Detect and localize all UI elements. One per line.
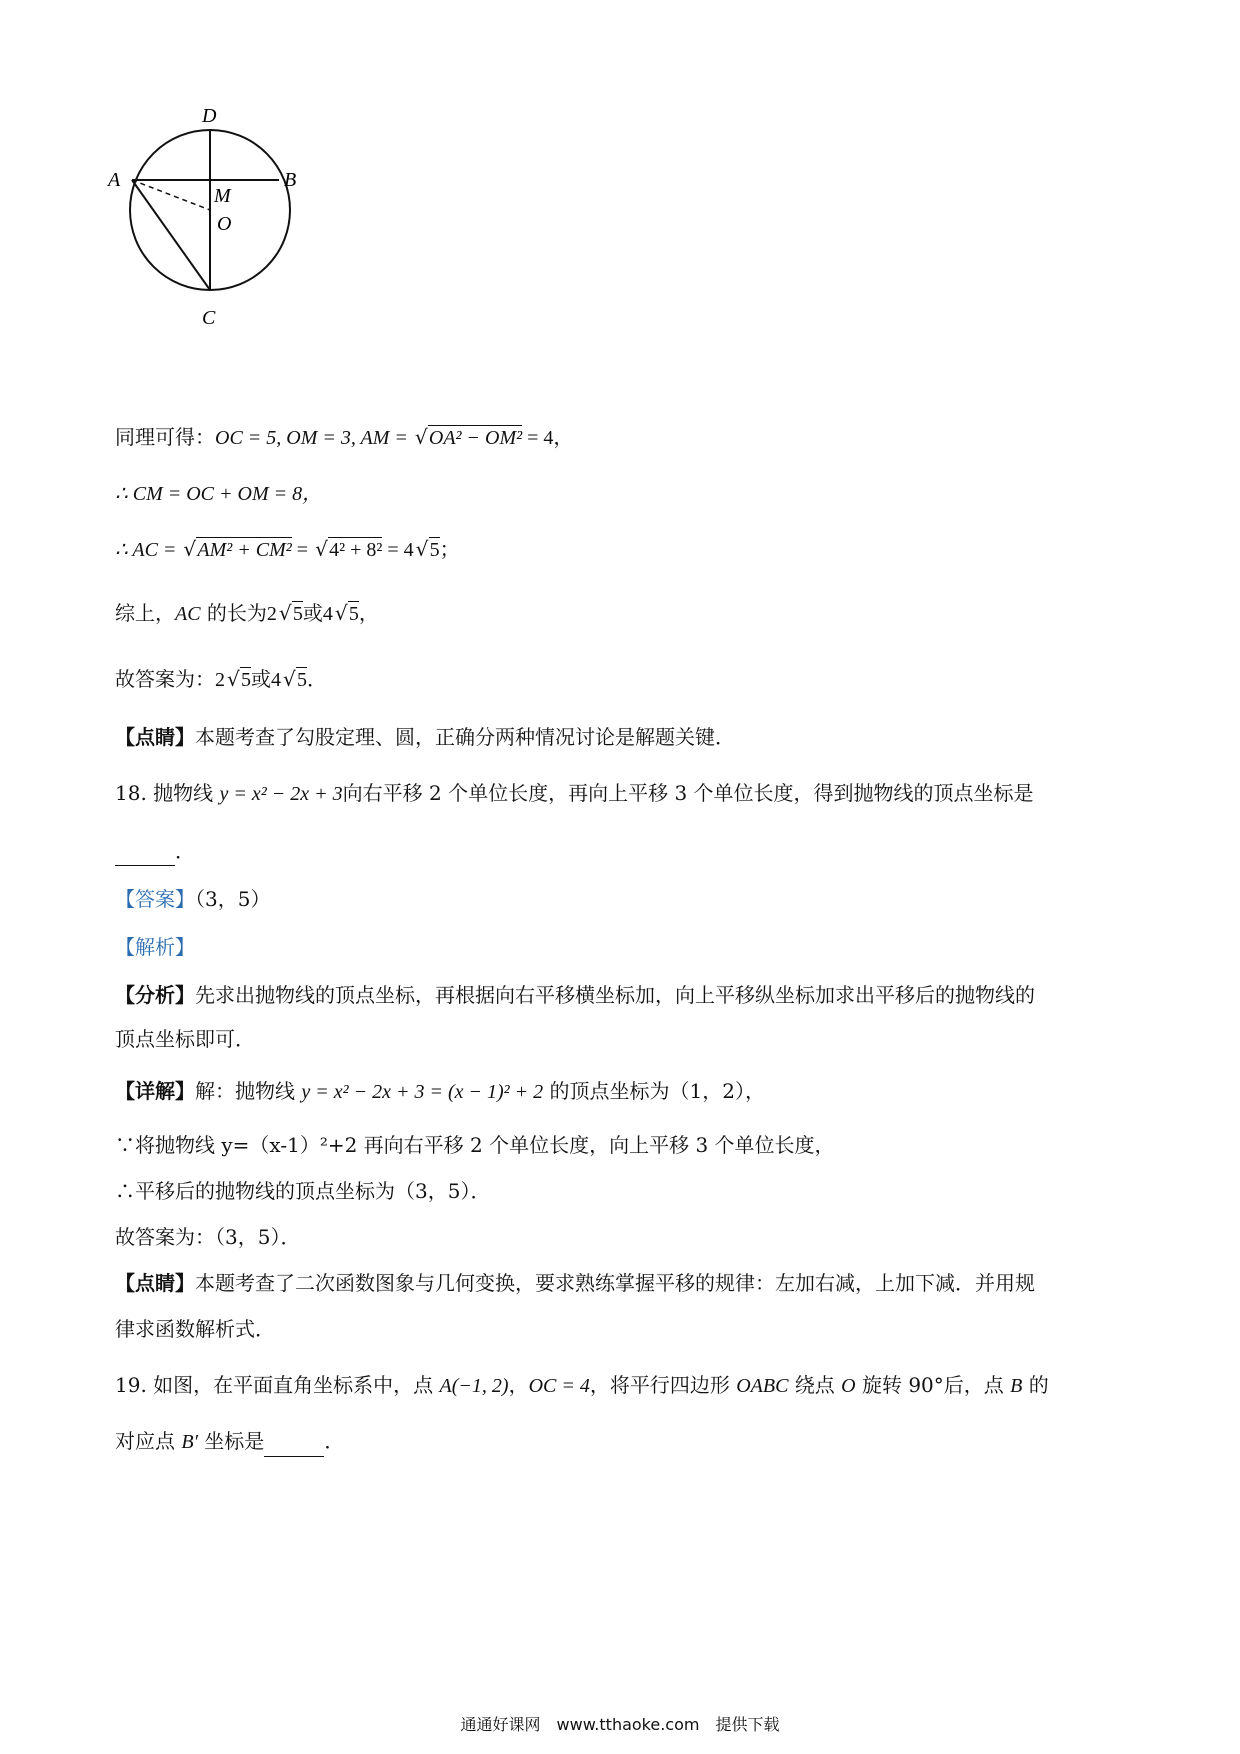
q18-text: 向右平移 2 个单位长度，再向上平移 3 个单位长度，得到抛物线的顶点坐标是	[342, 781, 1034, 805]
line5-end: ．	[307, 667, 327, 691]
line5-radical-b: √ 5	[283, 665, 307, 695]
line4-radical-b: √ 5	[335, 599, 359, 629]
label-a: A	[108, 169, 121, 191]
q19-answer-blank	[264, 1436, 324, 1457]
line1-end: = 4，	[522, 427, 574, 449]
question-19-line2	[115, 1426, 344, 1457]
line2-math: ∴ CM = OC + OM = 8，	[115, 483, 323, 505]
q19-prefix: 19. 如图，在平面直角坐标系中，点	[115, 1373, 440, 1397]
q18-analysis	[115, 932, 195, 962]
solution-line-2	[115, 478, 322, 509]
q18-fenxi-2	[115, 1024, 255, 1054]
q18-answer-blank	[115, 845, 175, 866]
q18-final	[115, 1222, 300, 1252]
circle-figure	[100, 100, 320, 340]
q18-prefix: 18. 抛物线	[115, 781, 220, 805]
q18-blank-line	[115, 836, 195, 866]
fenxi-text-1: 先求出抛物线的顶点坐标，再根据向右平移横坐标加，向上平移纵坐标加求出平移后的抛物线的	[195, 983, 1035, 1007]
q19-b: B	[1010, 1375, 1023, 1397]
q19-sep1: ，	[508, 1373, 529, 1397]
q19-sep2: ，将平行四边形	[589, 1373, 737, 1397]
q18-blank-end: ．	[175, 839, 195, 863]
line5-or: 或	[251, 667, 271, 691]
line3-radical-2: √ 4² + 8²	[315, 535, 382, 565]
dianjing-17	[115, 722, 735, 752]
line3-radical-1: √ AM² + CM²	[183, 535, 291, 565]
q19-point-a: A(−1, 2)	[439, 1375, 509, 1397]
line4-end: ，	[358, 601, 379, 625]
line1-prefix: 同理可得：	[115, 425, 215, 449]
dianjing-tag-18: 【点睛】	[115, 1271, 195, 1295]
dianjing-18-text-1: 本题考查了二次函数图象与几何变换，要求熟练掌握平移的规律：左加右减，上加下减．并用规	[195, 1271, 1035, 1295]
final-answer-text: 故答案为：（3，5）．	[115, 1225, 301, 1249]
label-b: B	[284, 169, 297, 191]
because-text: ∵将抛物线 y=（x-1）²+2 再向右平移 2 个单位长度，向上平移 3 个单位长度，	[115, 1133, 835, 1157]
question-18	[115, 778, 1034, 809]
q18-xiangjie	[115, 1076, 765, 1107]
segment-ac	[132, 180, 210, 290]
q18-because	[115, 1130, 835, 1160]
line4-or: 或	[302, 601, 323, 625]
label-m: M	[214, 185, 231, 207]
line3-start: ∴ AC =	[115, 539, 182, 561]
q19-oc: OC = 4	[528, 1375, 590, 1397]
q18-answer	[115, 884, 270, 914]
q19-oabc: OABC	[736, 1375, 789, 1397]
question-19	[115, 1370, 1049, 1401]
q19-line2-suffix: 坐标是	[197, 1429, 265, 1453]
q19-sep4: 旋转 90°后，点	[855, 1373, 1011, 1397]
xiangjie-prefix: 解：抛物线	[195, 1079, 302, 1103]
solution-line-3	[115, 534, 460, 565]
line3-radical-5: √ 5	[416, 535, 440, 565]
q19-sep3: 绕点	[788, 1373, 842, 1397]
answer-tag: 【答案】	[115, 887, 195, 911]
line4-ac: AC	[175, 603, 201, 625]
q18-equation: y = x² − 2x + 3	[219, 783, 343, 805]
dianjing-18-text-2: 律求函数解析式．	[115, 1317, 275, 1341]
fenxi-text-2: 顶点坐标即可．	[115, 1027, 255, 1051]
line3-semicolon: ；	[439, 537, 460, 561]
q18-dianjing-1	[115, 1268, 1035, 1298]
label-d: D	[202, 105, 217, 127]
solution-line-1	[115, 422, 573, 453]
dianjing-tag: 【点睛】	[115, 725, 195, 749]
line3-coef: = 4	[382, 539, 414, 561]
line5-two: 2	[215, 669, 225, 691]
line5-prefix: 故答案为：	[115, 667, 215, 691]
q18-dianjing-2	[115, 1314, 275, 1344]
line3-equals: =	[291, 539, 314, 561]
q19-bprime: B′	[181, 1431, 198, 1453]
label-o: O	[217, 213, 232, 235]
label-c: C	[202, 307, 216, 329]
line4-mid: 的长为	[200, 601, 267, 625]
xiangjie-suffix: 的顶点坐标为（1，2），	[543, 1079, 765, 1103]
line4-radical-a: √ 5	[279, 599, 303, 629]
solution-line-5	[115, 664, 327, 695]
line1-radical: √ OA² − OM²	[415, 423, 522, 453]
solution-line-4	[115, 598, 379, 629]
answer-value: （3，5）	[195, 887, 271, 911]
q19-o: O	[841, 1375, 856, 1397]
xiangjie-tag: 【详解】	[115, 1079, 195, 1103]
line1-math: OC = 5, OM = 3, AM =	[215, 427, 413, 449]
line4-prefix: 综上，	[115, 601, 175, 625]
line5-radical-a: √ 5	[227, 665, 251, 695]
line4-four: 4	[322, 603, 333, 625]
q18-therefore	[115, 1176, 490, 1206]
analysis-tag: 【解析】	[115, 935, 195, 959]
fenxi-tag: 【分析】	[115, 983, 195, 1007]
therefore-text: ∴平移后的抛物线的顶点坐标为（3，5）．	[115, 1179, 491, 1203]
xiangjie-equation: y = x² − 2x + 3 = (x − 1)² + 2	[301, 1081, 544, 1103]
line4-two: 2	[266, 603, 277, 625]
dianjing-text: 本题考查了勾股定理、圆，正确分两种情况讨论是解题关键．	[195, 725, 735, 749]
q19-sep5: 的	[1022, 1373, 1049, 1397]
q19-end: ．	[324, 1429, 345, 1453]
page-footer: 通通好课网 www.tthaoke.com 提供下载	[460, 1715, 780, 1734]
line5-four: 4	[271, 669, 281, 691]
q19-line2-prefix: 对应点	[115, 1429, 182, 1453]
q18-fenxi-1	[115, 980, 1035, 1010]
